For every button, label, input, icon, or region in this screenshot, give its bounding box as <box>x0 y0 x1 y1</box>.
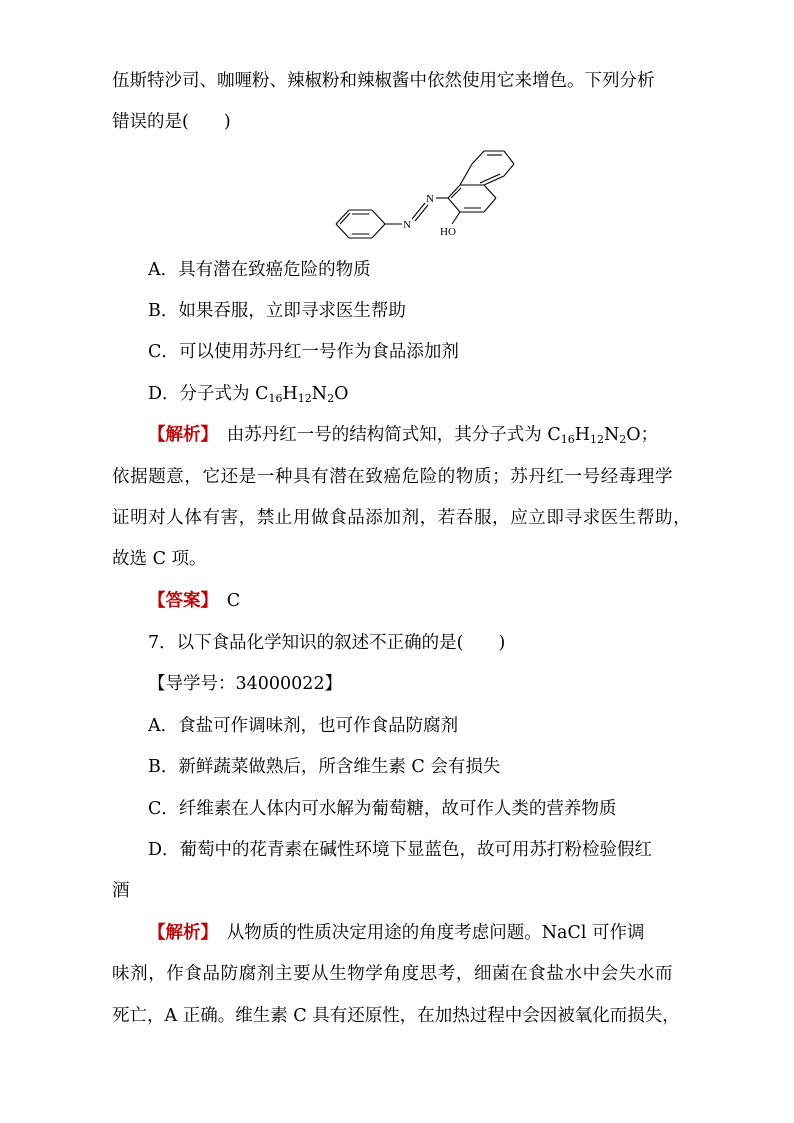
q7-analysis-text-1: 从物质的性质决定用途的角度考虑问题。NaCl 可作调 <box>209 923 645 943</box>
analysis-formula-o: O <box>626 425 641 445</box>
q6-option-d <box>148 386 348 404</box>
q6-stem-line-1: 伍斯特沙司、咖喱粉、辣椒粉和辣椒酱中依然使用它来增色。下列分析 <box>112 71 655 91</box>
azo-nitrogen-1: N <box>403 219 411 231</box>
analysis-formula-n: N <box>603 425 620 445</box>
q7-analysis-line-1 <box>148 925 645 943</box>
azo-nitrogen-2: N <box>426 193 434 205</box>
q6-answer-value: C <box>209 591 241 611</box>
analysis-line-1-suffix: ； <box>640 425 659 445</box>
formula-c-count: 16 <box>268 392 283 405</box>
formula-h: H <box>282 384 298 404</box>
q6-analysis-line-3: 证明对人体有害，禁止用做食品添加剂，若吞服，应立即寻求医生帮助， <box>112 508 692 528</box>
q6-stem-line-2: 错误的是( ) <box>112 112 231 132</box>
q6-analysis-tag: 【解析】 <box>148 425 210 445</box>
sudan-red-structure-diagram <box>330 145 520 245</box>
q6-analysis-line-1 <box>148 427 658 445</box>
q7-option-b: B．新鲜蔬菜做熟后，所含维生素 C 会有损失 <box>148 757 501 777</box>
analysis-formula-h: H <box>574 425 590 445</box>
formula-n: N <box>311 384 328 404</box>
bond-c-oh <box>452 212 460 224</box>
q6-option-b: B．如果吞服，立即寻求医生帮助 <box>148 301 406 321</box>
q7-analysis-line-2: 味剂，作食品防腐剂主要从生物学角度思考，细菌在食盐水中会失水而 <box>112 964 674 984</box>
analysis-formula-h-count: 12 <box>589 433 604 446</box>
q6-option-d-prefix: D．分子式为 <box>148 384 256 404</box>
analysis-formula-n-count: 2 <box>619 433 627 446</box>
analysis-formula-c-count: 16 <box>560 433 575 446</box>
q6-analysis-line-2: 依据题意，它还是一种具有潜在致癌危险的物质；苏丹红一号经毒理学 <box>112 467 674 487</box>
q7-option-a: A．食盐可作调味剂，也可作食品防腐剂 <box>148 716 459 736</box>
formula-h-count: 12 <box>297 392 312 405</box>
q6-option-a: A．具有潜在致癌危险的物质 <box>148 260 371 280</box>
q7-option-d-line-1: D．葡萄中的花青素在碱性环境下显蓝色，故可用苏打粉检验假红 <box>148 840 653 860</box>
formula-c: C <box>255 384 269 404</box>
q7-option-c: C．纤维素在人体内可水解为葡萄糖，故可作人类的营养物质 <box>148 799 617 819</box>
benzene-ring <box>336 210 385 238</box>
formula-o: O <box>334 384 349 404</box>
q6-analysis-line-4: 故选 C 项。 <box>112 549 207 569</box>
q6-answer-tag: 【答案】 <box>148 591 210 611</box>
q7-stem: 7．以下食品化学知识的叙述不正确的是( ) <box>148 633 506 653</box>
analysis-formula-c: C <box>547 425 561 445</box>
q6-analysis-text-1: 由苏丹红一号的结构简式知，其分子式为 <box>209 425 548 445</box>
q7-guide-number: 【导学号：34000022】 <box>148 674 343 694</box>
q6-answer <box>148 593 240 611</box>
formula-n-count: 2 <box>327 392 335 405</box>
naphthalene-ring <box>448 151 514 212</box>
q7-analysis-line-3: 死亡，A 正确。维生素 C 具有还原性，在加热过程中会因被氧化而损失， <box>112 1006 680 1026</box>
hydroxyl-group: HO <box>440 226 456 238</box>
q7-analysis-tag: 【解析】 <box>148 923 210 943</box>
q7-option-d-line-2: 酒 <box>112 881 130 901</box>
q6-option-c: C．可以使用苏丹红一号作为食品添加剂 <box>148 342 459 362</box>
